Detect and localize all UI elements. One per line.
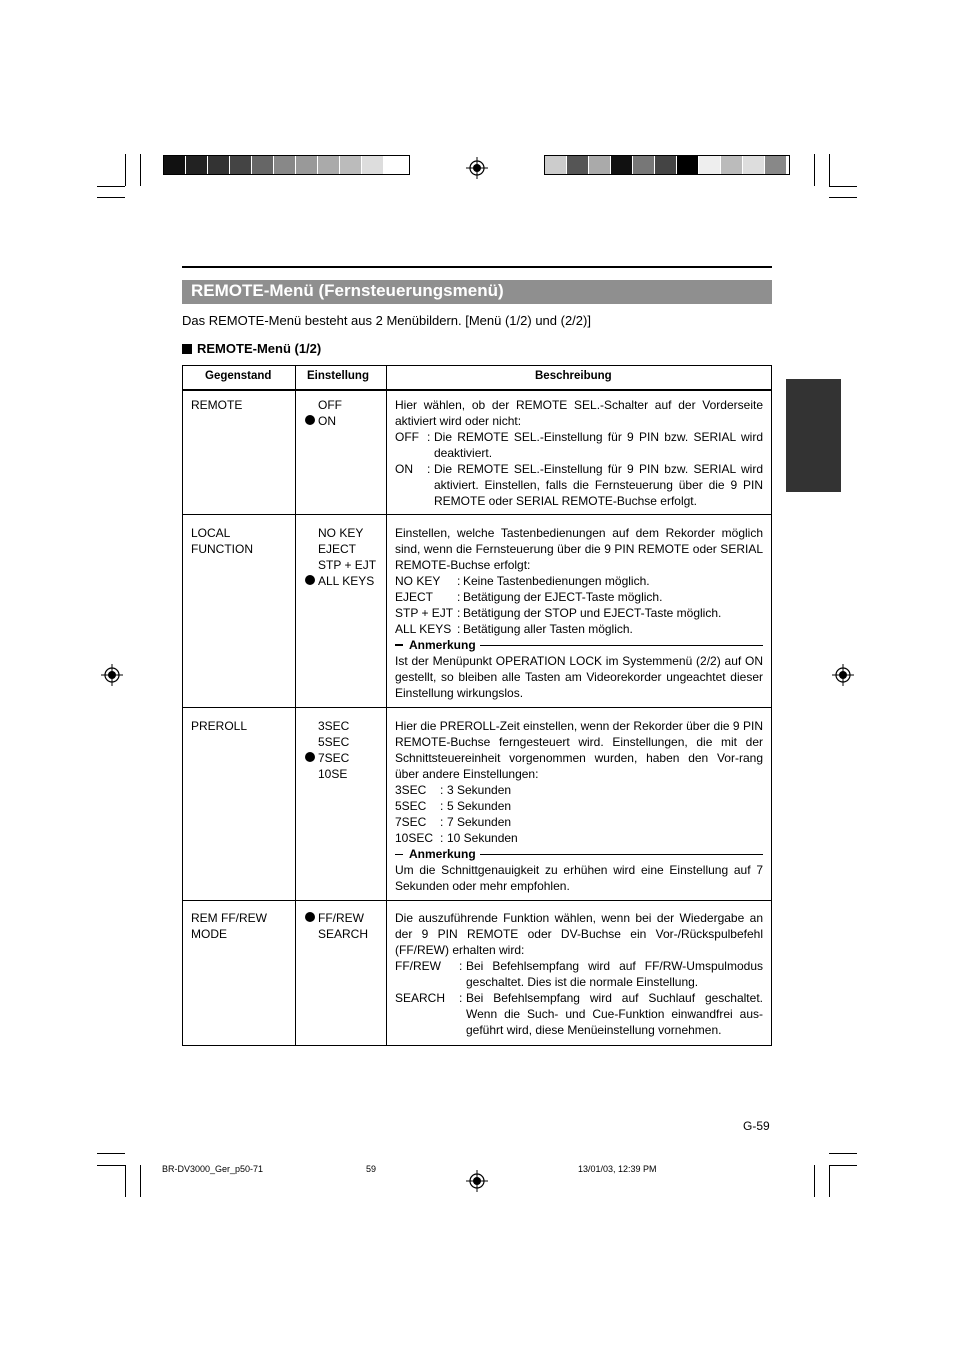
row-settings: [295, 910, 368, 942]
setting-option-selected: ALL KEYS: [295, 573, 376, 589]
setting-option: STP + EJT: [318, 558, 377, 572]
grayscale-bar-left: [163, 155, 410, 175]
selected-dot-icon: [305, 415, 315, 425]
top-rule: [182, 266, 772, 268]
row-item: LOCAL FUNCTION: [191, 526, 253, 556]
footer-file: BR-DV3000_Ger_p50-71: [162, 1164, 264, 1174]
intro-text: Das REMOTE-Menü besteht aus 2 Menübildern. [Menü (1/2) und (2/2)]: [182, 313, 591, 328]
row-item: REM FF/REW MODE: [191, 911, 267, 941]
selected-dot-icon: [305, 912, 315, 922]
crop-mark: [97, 1165, 125, 1166]
setting-option-selected: ON: [295, 413, 342, 429]
header-description: Beschreibung: [535, 370, 612, 382]
crop-mark: [97, 1153, 125, 1154]
crop-mark: [814, 154, 815, 186]
crop-mark: [829, 154, 830, 186]
selected-dot-icon: [305, 752, 315, 762]
row-settings: [295, 718, 349, 782]
registration-mark-icon: [466, 157, 488, 179]
header-setting: Einstellung: [307, 370, 369, 382]
setting-option-selected: 7SEC: [295, 750, 349, 766]
header-item: Gegenstand: [205, 370, 272, 382]
remote-menu-table: [182, 365, 772, 1046]
crop-mark: [814, 1165, 815, 1197]
crop-mark: [125, 1165, 126, 1197]
setting-option: 5SEC: [318, 735, 350, 749]
setting-option: SEARCH: [318, 927, 369, 941]
note-heading: Anmerkung: [395, 846, 763, 862]
crop-mark: [140, 154, 141, 186]
row-item: PREROLL: [191, 719, 248, 733]
footer-page: 59: [366, 1164, 377, 1174]
setting-option: 3SEC: [318, 719, 350, 733]
page-number: G-59: [743, 1119, 770, 1133]
row-description: Hier die PREROLL-Zeit einstellen, wenn der Rekorder über die 9 PIN REMOTE-Buchse ferngesteuert wird. Einstellungen, die mit der Schnittsteuereinheit vorgenommen wurden, haben den Vor-rang über andere Einstellungen: 3SEC : 3 Sekunden 5SEC : 5 Sekunden 7SEC : 7 Sekunden 10SEC : 10 Sekunden Anmerkung Um die Schnittgenauigkeit zu erhühen wird eine Einstellung auf 7 Sekunden oder mehr empfohlen.: [395, 719, 763, 893]
section-title-bar: [182, 280, 772, 304]
crop-mark: [97, 186, 125, 187]
crop-mark: [829, 1165, 830, 1197]
side-tab: [786, 379, 841, 492]
grayscale-bar-right: [544, 155, 790, 175]
crop-mark: [97, 197, 125, 198]
row-description: Hier wählen, ob der REMOTE SEL.-Schalter auf der Vorderseite aktiviert wird oder nicht: OFF : Die REMOTE SEL.-Einstellung für 9 PIN bzw. SERIAL wird deaktiviert. ON : Die REMOTE SEL.-Einstellung für 9 PIN bzw. SERIAL wird aktiviert. Einstellen, falls die Fernsteuerung über die 9 PIN REMOTE oder SERIAL REMOTE-Buchse erfolgt.: [395, 398, 763, 508]
selected-dot-icon: [305, 575, 315, 585]
registration-mark-icon: [101, 664, 123, 686]
setting-option: 10SE: [318, 767, 348, 781]
section-title: REMOTE-Menü (Fernsteuerungsmenü): [191, 281, 504, 300]
row-description: Einstellen, welche Tastenbedienungen auf dem Rekorder möglich sind, wenn die Fernsteuerung über die 9 PIN REMOTE oder SERIAL REMOTE-Buchse erfolgt: NO KEY : Keine Tastenbedienungen möglich. EJECT : Betätigung der EJECT-Taste möglich. STP + EJT : Betätigung der STOP und EJECT-Taste möglich. ALL KEYS : Betätigung aller Tasten möglich. Anmerkung Ist der Menüpunkt OPERATION LOCK im Systemmenü (2/2) auf ON gestellt, so bleiben alle Tasten am Videorekorder ungeachtet dieser Einstellung wirkungslos.: [395, 526, 763, 700]
row-settings: [295, 525, 376, 589]
crop-mark: [125, 154, 126, 186]
row-settings: [295, 397, 342, 429]
setting-option: EJECT: [318, 542, 357, 556]
setting-option: OFF: [318, 398, 342, 412]
crop-mark: [829, 1153, 857, 1154]
footer-date: 13/01/03, 12:39 PM: [578, 1164, 657, 1174]
crop-mark: [829, 1165, 857, 1166]
registration-mark-icon: [832, 664, 854, 686]
row-item: REMOTE: [191, 398, 243, 412]
crop-mark: [829, 197, 857, 198]
row-description: Die auszuführende Funktion wählen, wenn bei der Wiedergabe an der 9 PIN REMOTE oder DV-Buchse ein Vor-/Rückspulbefehl (FF/REW) erhalten wird: FF/REW : Bei Befehlsempfang wird auf FF/RW-Umspulmodus geschaltet. Dies ist die normale Einstellung. SEARCH : Bei Befehlsempfang wird auf Suchlauf geschaltet. Wenn die Such- und Cue-Funktion einwandfrei aus-geführt wird, diese Menüeinstellung vornehmen.: [395, 911, 763, 1037]
registration-mark-icon: [466, 1170, 488, 1192]
crop-mark: [140, 1165, 141, 1197]
subheading: REMOTE-Menü (1/2): [182, 341, 321, 356]
setting-option-selected: FF/REW: [295, 910, 368, 926]
setting-option: NO KEY: [318, 526, 364, 540]
crop-mark: [829, 186, 857, 187]
square-bullet-icon: [182, 344, 192, 354]
note-heading: Anmerkung: [395, 637, 763, 653]
